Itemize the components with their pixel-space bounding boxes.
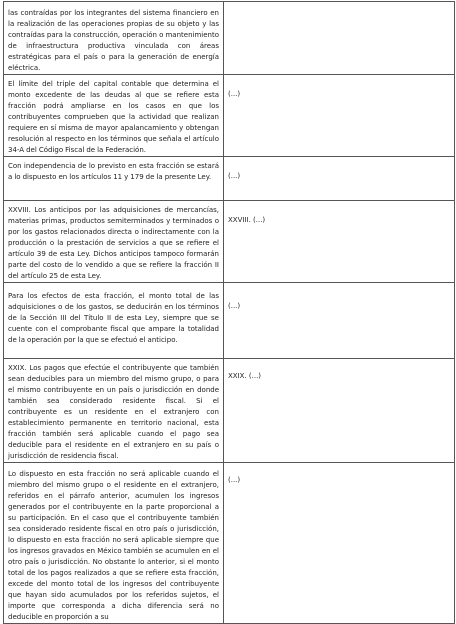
paragraph-text: XXVIII. Los anticipos por las adquisiciones de mercancías, materias primas, productos semiterminados y terminados o por los gastos relacionados directa o indirectamente con la producción o la prestación de servicios a que se refiere el artículo 39 de esta Ley. Dichos anticipos tampoco formarán parte del costo de lo vendido a que se refiere la fracción II del artículo 25 de esta Ley. xyxy=(8,206,219,280)
right-cell xyxy=(224,201,455,283)
paragraph-text: El límite del triple del capital contable que determina el monto excedente de las deudas al que se refiere esta fracción podrá ampliarse en los casos en que los contribuyentes comprueben que la actividad que realizan requiere en sí misma de mayor apalancamiento y obtengan resolución al respecto en los términos que señala el artículo 34-A del Código Fiscal de la Federación. xyxy=(8,80,219,154)
omission-text: XXVIII. (...) xyxy=(228,216,266,224)
left-cell xyxy=(4,75,224,157)
paragraph-text: Con independencia de lo previsto en esta fracción se estará a lo dispuesto en los artículos 11 y 179 de la presente Ley. xyxy=(8,162,219,181)
paragraph-text: XXIX. Los pagos que efectúe el contribuyente que también sean deducibles para un miembro del mismo grupo, o para el mismo contribuyente en un país o jurisdicción en donde también sea considerado residente fiscal. Si el contribuyente es un residente en el extranjero con establecimiento permanente en territorio nacional, esta fracción también será aplicable cuando el pago sea deducible para el residente en el extranjero en su país o jurisdicción de residencia fiscal. xyxy=(8,364,219,460)
left-cell xyxy=(4,359,224,463)
left-cell xyxy=(4,157,224,201)
table-row xyxy=(4,463,455,624)
left-cell xyxy=(4,463,224,624)
table-row xyxy=(4,359,455,463)
right-cell xyxy=(224,157,455,201)
right-cell xyxy=(224,75,455,157)
paragraph-text: las contraídas por los integrantes del sistema financiero en la realización de las operaciones propias de su objeto y las contraídas para la construcción, operación o mantenimiento de infraestructura productiva vinculada con áreas estratégicas para el país o para la generación de energía eléctrica. xyxy=(8,9,219,72)
right-cell xyxy=(224,359,455,463)
left-cell xyxy=(4,283,224,359)
table-row xyxy=(4,201,455,283)
omission-text: (...) xyxy=(228,302,241,310)
paragraph-text: Para los efectos de esta fracción, el monto total de las adquisiciones o de los gastos, se deducirán en los términos de la Sección III del Título II de esta Ley, siempre que se cuente con el comprobante fiscal que ampare la totalidad de la operación por la que se efectuó el anticipo. xyxy=(8,292,219,344)
table-row xyxy=(4,157,455,201)
omission-text: (...) xyxy=(228,90,241,98)
table-row xyxy=(4,2,455,75)
paragraph-text: Lo dispuesto en esta fracción no será aplicable cuando el miembro del mismo grupo o el residente en el extranjero, referidos en el párrafo anterior, acumulen los ingresos generados por el contribuyente en la parte proporcional a su participación. En el caso que el contribuyente también sea considerado residente fiscal en otro país o jurisdicción, lo dispuesto en esta fracción no será aplicable siempre que los ingresos gravados en México también se acumulen en el otro país o jurisdicción. No obstante lo anterior, si el monto total de los pagos realizados a que se refiere esta fracción, excede del monto total de los ingresos del contribuyente que hayan sido acumulados por los referidos sujetos, el importe que corresponda a dicha diferencia será no deducible en proporción a su xyxy=(8,470,219,621)
table-row xyxy=(4,75,455,157)
right-cell xyxy=(224,2,455,75)
right-cell xyxy=(224,283,455,359)
left-cell xyxy=(4,201,224,283)
omission-text: XXIX. (...) xyxy=(228,372,262,380)
table-row xyxy=(4,283,455,359)
right-cell xyxy=(224,463,455,624)
omission-text: (...) xyxy=(228,476,241,484)
omission-text: (...) xyxy=(228,172,241,180)
comparison-table xyxy=(3,1,455,624)
left-cell xyxy=(4,2,224,75)
